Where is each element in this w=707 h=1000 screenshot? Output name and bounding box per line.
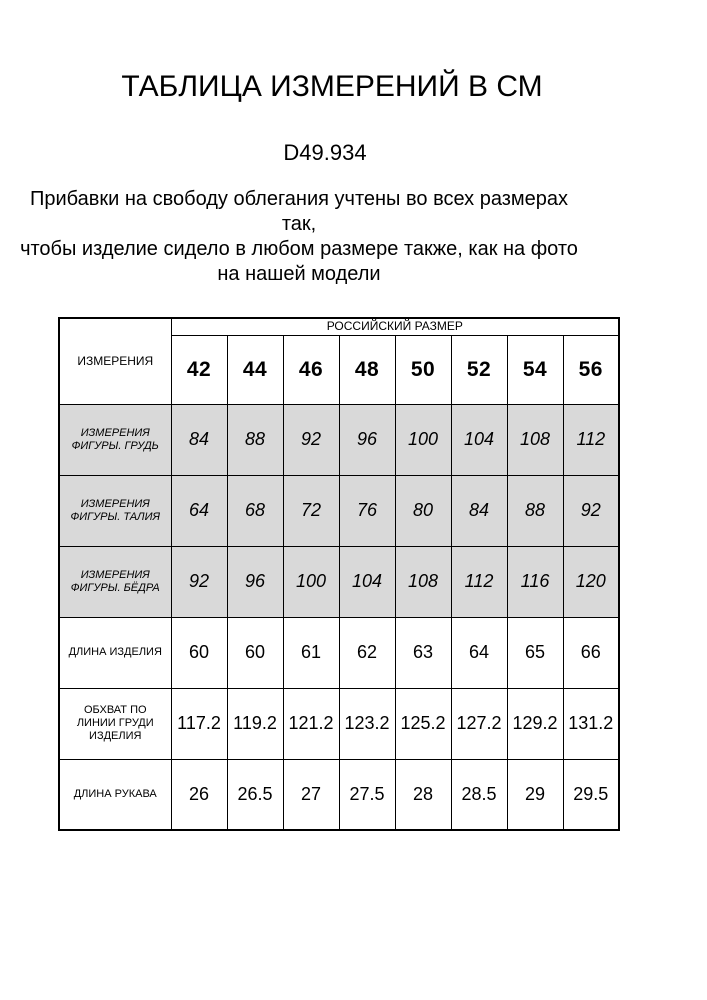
value-cell: 117.2: [171, 688, 227, 759]
size-column-header: 50: [395, 335, 451, 404]
value-cell: 92: [171, 546, 227, 617]
fit-note-line: чтобы изделие сидело в любом размере также, как на фото: [20, 238, 578, 260]
value-cell: 92: [563, 475, 619, 546]
value-cell: 60: [171, 617, 227, 688]
value-cell: 63: [395, 617, 451, 688]
value-cell: 131.2: [563, 688, 619, 759]
value-cell: 60: [227, 617, 283, 688]
value-cell: 28.5: [451, 759, 507, 830]
table-header-row: [59, 318, 619, 335]
size-column-header: 48: [339, 335, 395, 404]
value-cell: 120: [563, 546, 619, 617]
table-row-hips: [59, 546, 619, 617]
value-cell: 68: [227, 475, 283, 546]
value-cell: 88: [507, 475, 563, 546]
fit-note-line: Прибавки на свободу облегания учтены во всех размерах так,: [29, 188, 569, 235]
row-label: ОБХВАТ ПО ЛИНИИ ГРУДИ ИЗДЕЛИЯ: [59, 688, 171, 759]
value-cell: 66: [563, 617, 619, 688]
russian-size-header-cell: РОССИЙСКИЙ РАЗМЕР: [171, 318, 619, 335]
row-label: ИЗМЕРЕНИЯ ФИГУРЫ. ГРУДЬ: [59, 404, 171, 475]
product-code: D49.934: [283, 140, 367, 165]
page-title: ТАБЛИЦА ИЗМЕРЕНИЙ В СМ: [121, 70, 543, 103]
value-cell: 96: [339, 404, 395, 475]
value-cell: 61: [283, 617, 339, 688]
measurements-header-cell: ИЗМЕРЕНИЯ: [59, 318, 171, 404]
value-cell: 27: [283, 759, 339, 830]
size-column-header: 56: [563, 335, 619, 404]
size-column-header: 52: [451, 335, 507, 404]
value-cell: 28: [395, 759, 451, 830]
table-row-sleeve-length: [59, 759, 619, 830]
value-cell: 129.2: [507, 688, 563, 759]
size-column-header: 42: [171, 335, 227, 404]
row-label: ДЛИНА РУКАВА: [59, 759, 171, 830]
value-cell: 65: [507, 617, 563, 688]
value-cell: 127.2: [451, 688, 507, 759]
value-cell: 121.2: [283, 688, 339, 759]
row-label: ИЗМЕРЕНИЯ ФИГУРЫ. ТАЛИЯ: [59, 475, 171, 546]
value-cell: 29.5: [563, 759, 619, 830]
value-cell: 72: [283, 475, 339, 546]
value-cell: 100: [395, 404, 451, 475]
value-cell: 112: [563, 404, 619, 475]
value-cell: 108: [507, 404, 563, 475]
table-row-chest-girth-item: [59, 688, 619, 759]
value-cell: 80: [395, 475, 451, 546]
value-cell: 108: [395, 546, 451, 617]
value-cell: 116: [507, 546, 563, 617]
value-cell: 104: [339, 546, 395, 617]
table-row-chest: [59, 404, 619, 475]
value-cell: 64: [451, 617, 507, 688]
table-row-waist: [59, 475, 619, 546]
fit-note: [19, 187, 579, 287]
value-cell: 29: [507, 759, 563, 830]
size-column-header: 46: [283, 335, 339, 404]
row-label: ИЗМЕРЕНИЯ ФИГУРЫ. БЁДРА: [59, 546, 171, 617]
value-cell: 88: [227, 404, 283, 475]
value-cell: 64: [171, 475, 227, 546]
value-cell: 125.2: [395, 688, 451, 759]
value-cell: 26: [171, 759, 227, 830]
value-cell: 76: [339, 475, 395, 546]
value-cell: 104: [451, 404, 507, 475]
value-cell: 123.2: [339, 688, 395, 759]
value-cell: 112: [451, 546, 507, 617]
value-cell: 96: [227, 546, 283, 617]
size-column-header: 54: [507, 335, 563, 404]
value-cell: 84: [171, 404, 227, 475]
value-cell: 92: [283, 404, 339, 475]
row-label: ДЛИНА ИЗДЕЛИЯ: [59, 617, 171, 688]
fit-note-line: на нашей модели: [217, 263, 381, 285]
size-table: [58, 317, 620, 831]
value-cell: 84: [451, 475, 507, 546]
value-cell: 100: [283, 546, 339, 617]
table-row-item-length: [59, 617, 619, 688]
value-cell: 26.5: [227, 759, 283, 830]
value-cell: 27.5: [339, 759, 395, 830]
size-column-header: 44: [227, 335, 283, 404]
value-cell: 62: [339, 617, 395, 688]
value-cell: 119.2: [227, 688, 283, 759]
